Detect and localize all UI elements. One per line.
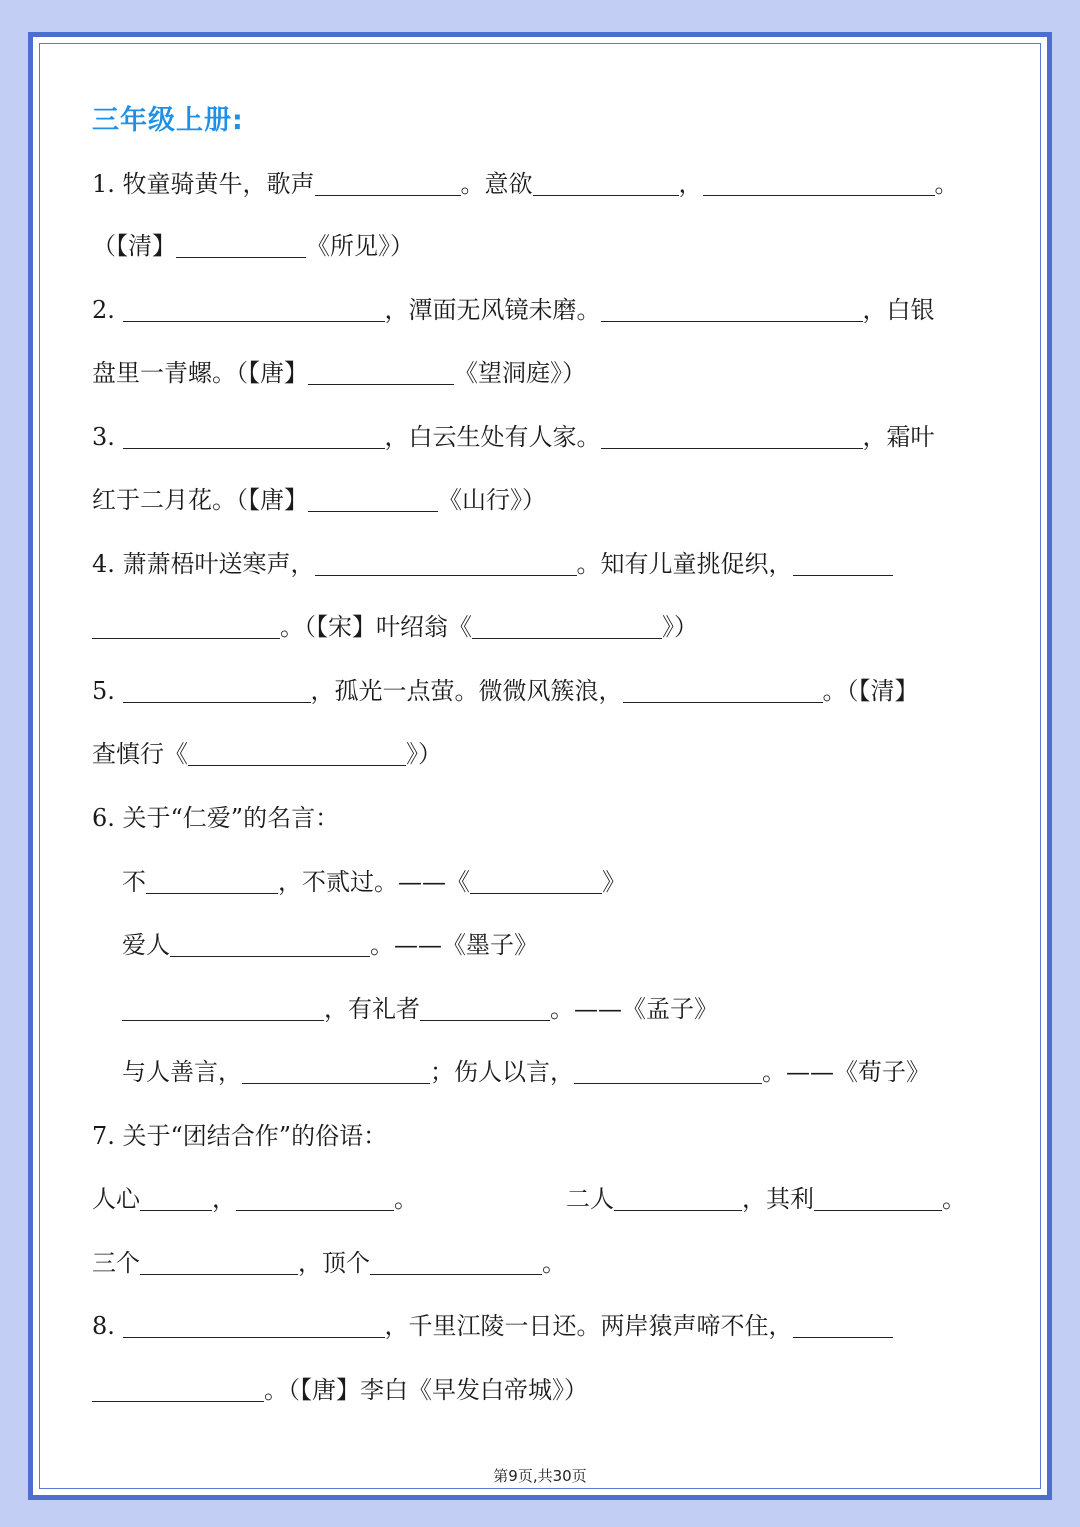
- text: ，: [678, 170, 703, 198]
- text: 《所见》）: [306, 232, 414, 260]
- text: 》）: [662, 613, 698, 641]
- answer-blank[interactable]: [470, 867, 602, 894]
- answer-blank[interactable]: [793, 549, 893, 576]
- text: 。知有儿童挑促织，: [576, 550, 793, 578]
- text: 二人: [566, 1185, 614, 1213]
- text: 6. 关于“仁爱”的名言：: [92, 804, 340, 832]
- answer-blank[interactable]: [370, 1248, 542, 1275]
- text: 。（【清】: [822, 677, 919, 705]
- text: ，白银: [862, 296, 935, 324]
- question-5-line-1: [92, 671, 988, 711]
- answer-blank[interactable]: [123, 1311, 385, 1338]
- question-6-line-a: [122, 862, 988, 902]
- text: 。（【宋】叶绍翁《: [280, 613, 472, 641]
- answer-blank[interactable]: [601, 295, 863, 322]
- question-7-title: [92, 1116, 988, 1156]
- answer-blank[interactable]: [170, 930, 370, 957]
- text: ；伤人以言，: [430, 1058, 574, 1086]
- text: ，: [212, 1185, 236, 1213]
- text: 7. 关于“团结合作”的俗语：: [92, 1122, 388, 1150]
- answer-blank[interactable]: [188, 739, 406, 766]
- answer-blank[interactable]: [601, 422, 863, 449]
- text: ，孤光一点萤。微微风簇浪，: [310, 677, 623, 705]
- answer-blank[interactable]: [472, 612, 662, 639]
- text: ，顶个: [298, 1249, 370, 1277]
- answer-blank[interactable]: [92, 612, 280, 639]
- text: （【清】: [92, 232, 176, 260]
- answer-blank[interactable]: [123, 295, 385, 322]
- text: 。（【唐】李白《早发白帝城》）: [264, 1376, 588, 1404]
- question-4-line-2: [92, 607, 988, 647]
- question-2-line-1: [92, 290, 988, 330]
- answer-blank[interactable]: [814, 1184, 942, 1211]
- question-6-title: [92, 798, 988, 838]
- text: 红于二月花。（【唐】: [92, 486, 308, 514]
- question-3-line-2: [92, 480, 988, 520]
- answer-blank[interactable]: [614, 1184, 742, 1211]
- text: 。: [394, 1185, 418, 1213]
- answer-blank[interactable]: [146, 867, 278, 894]
- answer-blank[interactable]: [176, 231, 306, 258]
- answer-blank[interactable]: [308, 485, 438, 512]
- answer-blank[interactable]: [703, 169, 935, 196]
- answer-blank[interactable]: [533, 169, 679, 196]
- text: 2.: [92, 296, 123, 324]
- text: 。: [542, 1249, 566, 1277]
- answer-blank[interactable]: [140, 1184, 212, 1211]
- answer-blank[interactable]: [315, 549, 577, 576]
- answer-blank[interactable]: [420, 994, 550, 1021]
- question-6-line-c: [122, 989, 988, 1029]
- answer-blank[interactable]: [308, 358, 454, 385]
- text: ，潭面无风镜未磨。: [384, 296, 601, 324]
- text: ，其利: [742, 1185, 814, 1213]
- text: ，霜叶: [862, 423, 935, 451]
- question-6-line-d: [122, 1052, 1000, 1092]
- text: 。——《荀子》: [762, 1058, 930, 1086]
- text: 与人善言，: [122, 1058, 242, 1086]
- text: 。——《孟子》: [550, 995, 718, 1023]
- question-2-line-2: [92, 353, 988, 393]
- text: 三个: [92, 1249, 140, 1277]
- question-3-line-1: [92, 417, 988, 457]
- text: 盘里一青螺。（【唐】: [92, 359, 308, 387]
- question-4-line-1: [92, 544, 988, 584]
- answer-blank[interactable]: [123, 422, 385, 449]
- question-7-line-b: [92, 1243, 988, 1283]
- question-1-line-1: [92, 164, 988, 204]
- answer-blank[interactable]: [623, 676, 823, 703]
- text: 。: [942, 1185, 966, 1213]
- text: 4. 萧萧梧叶送寒声，: [92, 550, 315, 578]
- text: ，有礼者: [324, 995, 420, 1023]
- answer-blank[interactable]: [793, 1311, 893, 1338]
- question-5-line-2: [92, 734, 988, 774]
- text: 不: [122, 868, 146, 896]
- text: 1. 牧童骑黄牛，歌声: [92, 170, 315, 198]
- text: 8.: [92, 1312, 123, 1340]
- text: 爱人: [122, 931, 170, 959]
- answer-blank[interactable]: [242, 1057, 430, 1084]
- question-8-line-2: [92, 1370, 988, 1410]
- text: 》: [602, 868, 626, 896]
- answer-blank[interactable]: [92, 1375, 264, 1402]
- text: 。——《墨子》: [370, 931, 538, 959]
- question-8-line-1: [92, 1306, 988, 1346]
- answer-blank[interactable]: [574, 1057, 762, 1084]
- text: 查慎行《: [92, 740, 188, 768]
- text: 。: [934, 170, 959, 198]
- answer-blank[interactable]: [122, 994, 324, 1021]
- answer-blank[interactable]: [140, 1248, 298, 1275]
- text: ，千里江陵一日还。两岸猿声啼不住，: [384, 1312, 793, 1340]
- answer-blank[interactable]: [315, 169, 461, 196]
- answer-blank[interactable]: [123, 676, 311, 703]
- question-7-line-a: [92, 1179, 988, 1219]
- text: 《望洞庭》）: [454, 359, 586, 387]
- answer-blank[interactable]: [236, 1184, 394, 1211]
- text: ，白云生处有人家。: [384, 423, 601, 451]
- question-1-line-2: [92, 226, 988, 266]
- text: 。意欲: [460, 170, 533, 198]
- text: 》）: [406, 740, 442, 768]
- section-heading: 三年级上册:: [92, 105, 244, 136]
- text: 3.: [92, 423, 123, 451]
- text: 5.: [92, 677, 123, 705]
- text: 《山行》）: [438, 486, 546, 514]
- page-footer: 第9页,共30页: [493, 1467, 587, 1485]
- text: 人心: [92, 1185, 140, 1213]
- text: ，不贰过。——《: [278, 868, 470, 896]
- question-6-line-b: [122, 925, 988, 965]
